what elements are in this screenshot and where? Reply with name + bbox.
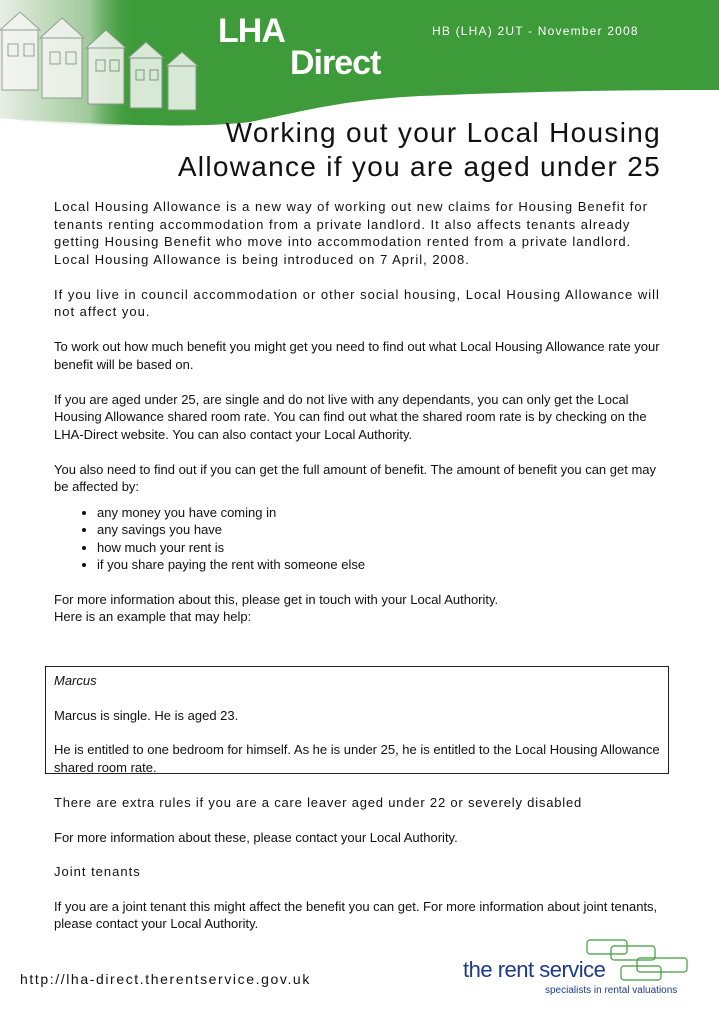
rent-service-tagline: specialists in rental valuations [545,985,678,996]
factors-list [54,504,664,574]
main-content [54,198,664,626]
list-item: • if you share paying the rent with someone else [97,556,664,574]
rent-service-logo-text: the rent service [463,957,606,982]
extra-info-paragraph: For more information about these, please contact your Local Authority. [54,829,458,845]
document-reference: HB (LHA) 2UT - November 2008 [432,24,639,38]
more-info-line: For more information about this, please get in touch with your Local Authority. [54,591,499,607]
example-line-1: Marcus is single. He is aged 23. [54,707,239,723]
extra-rules-paragraph: There are extra rules if you are a care leaver aged under 22 or severely disabled [54,795,583,810]
example-intro-line: Here is an example that may help: [54,609,252,624]
rate-paragraph: To work out how much benefit you might get you need to find out what Local Housing Allowance rate your benefit will be based on. [54,339,660,372]
website-link[interactable]: http://lha-direct.therentservice.gov.uk [20,971,311,987]
intro-paragraph: Local Housing Allowance is a new way of working out new claims for Housing Benefit for tenants renting accommodation from a private landlord. It also affects tenants already getting Housing Benefit who move into accommodation rented from a private landlord. Local Housing Allowance is being introduced on 7 April, 2008. [54,199,648,267]
example-line-2: He is entitled to one bedroom for himself. As he is under 25, he is entitled to the Local Housing Allowance shared room rate. [54,742,660,775]
example-name: Marcus [54,673,97,688]
logo-direct-text: Direct [290,44,381,82]
joint-tenants-heading: Joint tenants [54,864,141,879]
additional-info [54,794,669,950]
under-25-paragraph: If you are aged under 25, are single and do not live with any dependants, you can only get the Local Housing Allowance shared room rate. You can find out what the shared room rate is by checking on the LHA-Direct website. You can also contact your Local Authority. [54,391,647,442]
council-paragraph: If you live in council accommodation or other social housing, Local Housing Allowance will not affect you. [54,286,660,319]
full-amount-paragraph: You also need to find out if you can get the full amount of benefit. The amount of benefit you can get may be affected by: [54,461,657,494]
more-info-paragraph [54,591,664,626]
header-banner [0,0,719,128]
logo-lha-text: LHA [218,12,285,50]
title-line-1: Working out your Local Housing [225,117,661,148]
example-box [45,666,669,774]
list-item: • any savings you have [97,521,664,539]
joint-tenants-paragraph: If you are a joint tenant this might affect the benefit you can get. For more information about joint tenants, please contact your Local Authority. [54,898,658,931]
page-title [178,116,661,184]
list-item: • how much your rent is [97,539,664,557]
title-line-2: Allowance if you are aged under 25 [177,151,661,182]
list-item: • any money you have coming in [97,504,664,522]
